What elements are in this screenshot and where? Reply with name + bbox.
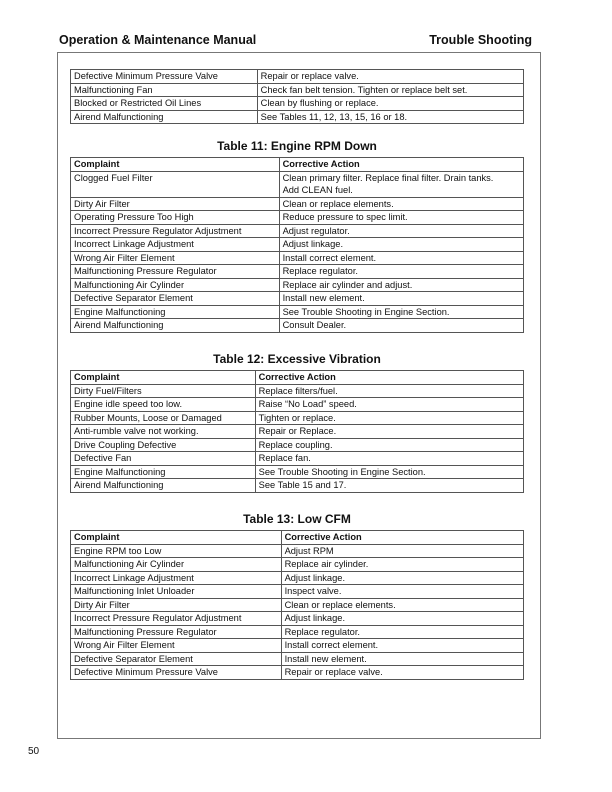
complaint-cell: Incorrect Linkage Adjustment	[71, 238, 280, 252]
complaint-cell: Dirty Air Filter	[71, 598, 282, 612]
complaint-cell: Incorrect Pressure Regulator Adjustment	[71, 612, 282, 626]
table-row	[71, 292, 524, 306]
complaint-cell: Defective Minimum Pressure Valve	[71, 70, 258, 84]
column-header-complaint: Complaint	[71, 371, 256, 385]
table-12-title: Table 12: Excessive Vibration	[213, 352, 381, 366]
complaint-cell: Malfunctioning Pressure Regulator	[71, 625, 282, 639]
complaint-cell: Anti-rumble valve not working.	[71, 425, 256, 439]
table-row	[71, 558, 524, 572]
complaint-cell: Clogged Fuel Filter	[71, 171, 280, 197]
corrective-action-cell: Repair or replace valve.	[257, 70, 523, 84]
corrective-action-cell: Tighten or replace.	[255, 411, 523, 425]
corrective-action-cell: Adjust regulator.	[279, 224, 523, 238]
corrective-action-cell: See Table 15 and 17.	[255, 479, 523, 493]
complaint-cell: Airend Malfunctioning	[71, 110, 258, 124]
complaint-cell: Defective Separator Element	[71, 292, 280, 306]
corrective-action-cell: Replace air cylinder and adjust.	[279, 278, 523, 292]
complaint-cell: Malfunctioning Air Cylinder	[71, 558, 282, 572]
corrective-action-cell: Replace air cylinder.	[281, 558, 523, 572]
corrective-action-cell: Raise “No Load” speed.	[255, 398, 523, 412]
table-row	[71, 612, 524, 626]
table-13-low-cfm	[70, 530, 524, 680]
table-12-excessive-vibration	[70, 370, 524, 493]
table-row	[71, 238, 524, 252]
column-header-corrective-action: Corrective Action	[281, 531, 523, 545]
table-row	[71, 652, 524, 666]
table-row	[71, 319, 524, 333]
corrective-action-cell: Consult Dealer.	[279, 319, 523, 333]
table-header-row	[71, 158, 524, 172]
corrective-action-cell: Replace coupling.	[255, 438, 523, 452]
table-row	[71, 224, 524, 238]
table-row	[71, 97, 524, 111]
table-11-engine-rpm-down	[70, 157, 524, 333]
corrective-action-cell: Replace regulator.	[281, 625, 523, 639]
complaint-cell: Drive Coupling Defective	[71, 438, 256, 452]
table-row	[71, 70, 524, 84]
complaint-cell: Engine Malfunctioning	[71, 465, 256, 479]
table-13-title: Table 13: Low CFM	[243, 512, 351, 526]
corrective-action-cell: See Tables 11, 12, 13, 15, 16 or 18.	[257, 110, 523, 124]
table-row	[71, 452, 524, 466]
corrective-action-cell: Install correct element.	[279, 251, 523, 265]
column-header-complaint: Complaint	[71, 531, 282, 545]
table-row	[71, 544, 524, 558]
corrective-action-cell: Clean or replace elements.	[281, 598, 523, 612]
column-header-corrective-action: Corrective Action	[255, 371, 523, 385]
corrective-action-cell: Inspect valve.	[281, 585, 523, 599]
table-row	[71, 251, 524, 265]
corrective-action-cell: Adjust linkage.	[279, 238, 523, 252]
complaint-cell: Engine idle speed too low.	[71, 398, 256, 412]
complaint-cell: Engine Malfunctioning	[71, 305, 280, 319]
corrective-action-cell: Adjust linkage.	[281, 612, 523, 626]
table-row	[71, 571, 524, 585]
complaint-cell: Defective Separator Element	[71, 652, 282, 666]
table-row	[71, 479, 524, 493]
complaint-cell: Airend Malfunctioning	[71, 479, 256, 493]
complaint-cell: Blocked or Restricted Oil Lines	[71, 97, 258, 111]
corrective-action-cell: See Trouble Shooting in Engine Section.	[255, 465, 523, 479]
complaint-cell: Malfunctioning Fan	[71, 83, 258, 97]
complaint-cell: Malfunctioning Pressure Regulator	[71, 265, 280, 279]
corrective-action-cell: Repair or replace valve.	[281, 666, 523, 680]
corrective-action-cell: Clean primary filter. Replace final filter. Drain tanks. Add CLEAN fuel.	[279, 171, 523, 197]
table-row	[71, 465, 524, 479]
corrective-action-cell: Adjust linkage.	[281, 571, 523, 585]
table-row	[71, 110, 524, 124]
table-row	[71, 425, 524, 439]
corrective-action-cell: Clean by flushing or replace.	[257, 97, 523, 111]
complaint-cell: Wrong Air Filter Element	[71, 639, 282, 653]
continued-troubleshooting-table	[70, 69, 524, 124]
complaint-cell: Airend Malfunctioning	[71, 319, 280, 333]
table-row	[71, 438, 524, 452]
table-row	[71, 411, 524, 425]
corrective-action-cell: Install new element.	[279, 292, 523, 306]
table-row	[71, 639, 524, 653]
complaint-cell: Malfunctioning Inlet Unloader	[71, 585, 282, 599]
table-row	[71, 197, 524, 211]
corrective-action-cell: Adjust RPM	[281, 544, 523, 558]
corrective-action-cell: Replace fan.	[255, 452, 523, 466]
complaint-cell: Defective Fan	[71, 452, 256, 466]
corrective-action-cell: Reduce pressure to spec limit.	[279, 211, 523, 225]
table-row	[71, 83, 524, 97]
column-header-complaint: Complaint	[71, 158, 280, 172]
complaint-cell: Malfunctioning Air Cylinder	[71, 278, 280, 292]
complaint-cell: Operating Pressure Too High	[71, 211, 280, 225]
corrective-action-cell: Replace filters/fuel.	[255, 384, 523, 398]
table-row	[71, 398, 524, 412]
complaint-cell: Incorrect Pressure Regulator Adjustment	[71, 224, 280, 238]
table-row	[71, 585, 524, 599]
complaint-cell: Incorrect Linkage Adjustment	[71, 571, 282, 585]
corrective-action-cell: Install correct element.	[281, 639, 523, 653]
table-11-title: Table 11: Engine RPM Down	[217, 139, 377, 153]
complaint-cell: Wrong Air Filter Element	[71, 251, 280, 265]
complaint-cell: Dirty Air Filter	[71, 197, 280, 211]
page-number: 50	[28, 746, 40, 757]
corrective-action-cell: Repair or Replace.	[255, 425, 523, 439]
table-row	[71, 598, 524, 612]
complaint-cell: Defective Minimum Pressure Valve	[71, 666, 282, 680]
table-header-row	[71, 531, 524, 545]
complaint-cell: Engine RPM too Low	[71, 544, 282, 558]
corrective-action-cell: Replace regulator.	[279, 265, 523, 279]
header-manual-title: Operation & Maintenance Manual	[59, 33, 257, 47]
column-header-corrective-action: Corrective Action	[279, 158, 523, 172]
table-row	[71, 384, 524, 398]
table-row	[71, 211, 524, 225]
corrective-action-cell: Clean or replace elements.	[279, 197, 523, 211]
table-row	[71, 666, 524, 680]
table-row	[71, 625, 524, 639]
header-section-title: Trouble Shooting	[429, 33, 532, 47]
complaint-cell: Dirty Fuel/Filters	[71, 384, 256, 398]
corrective-action-cell: Check fan belt tension. Tighten or replace belt set.	[257, 83, 523, 97]
corrective-action-cell: See Trouble Shooting in Engine Section.	[279, 305, 523, 319]
table-row	[71, 305, 524, 319]
complaint-cell: Rubber Mounts, Loose or Damaged	[71, 411, 256, 425]
table-row	[71, 278, 524, 292]
table-row	[71, 171, 524, 197]
table-header-row	[71, 371, 524, 385]
table-row	[71, 265, 524, 279]
corrective-action-cell: Install new element.	[281, 652, 523, 666]
